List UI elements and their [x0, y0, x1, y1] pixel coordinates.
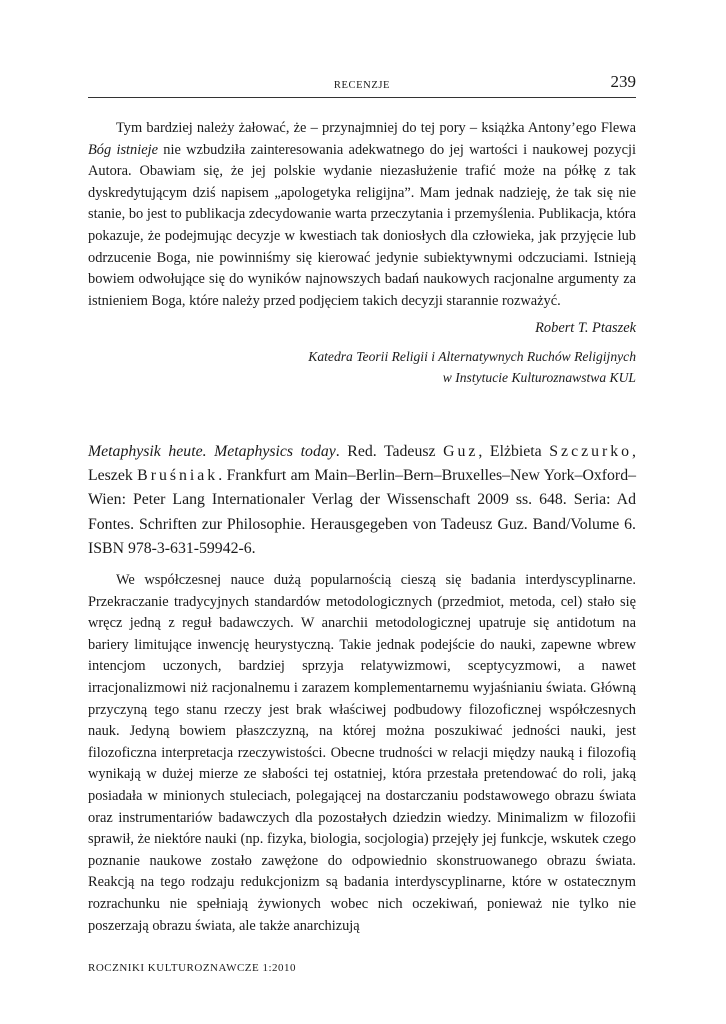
editor-2-prefix: , Elżbieta [478, 443, 550, 460]
editor-surname-2: Szczurko [549, 443, 633, 460]
running-title: RECENZJE [333, 80, 391, 91]
review-body-paragraph [88, 570, 636, 937]
reviewer-affiliation [308, 346, 636, 388]
editors-label: . Red. Tadeusz [335, 443, 444, 460]
publication-details: . Frankfurt am Main–Berlin–Bern–Bruxelles–New York–Oxford–Wien: Peter Lang Internationaler Verlag der Wissenschaft 2009 ss. 648. Seria: Ad Fontes. Schriften zur Philosophie. Herausgegeben von Tadeusz Guz. Band/Volume 6. ISBN 978-3-631-59942-6. [88, 467, 636, 557]
editor-surname-3: Bruśniak [137, 467, 219, 485]
review-closing-paragraph [88, 118, 636, 312]
editor-3-prefix: , Leszek [88, 443, 636, 485]
bibliographic-entry [88, 440, 636, 561]
affiliation-line-1: Katedra Teorii Religii i Alternatywnych Ruchów Religijnych [308, 349, 636, 364]
reviewer-name: Robert T. Ptaszek [535, 320, 636, 336]
editor-surname-1: Guz [443, 443, 479, 460]
journal-footer: ROCZNIKI KULTUROZNAWCZE 1:2010 [88, 962, 297, 974]
review-body-text: We współczesnej nauce dużą popularnością cieszą się badania interdyscyplinarne. Przekraczanie tradycyjnych standardów metodologicznych (przedmiot, metoda, cel) stało się wręcz jedną z reguł badawczych. W anarchii metodologicznej upatruje się antidotum na bariery limitujące inwencję heurystyczną. Takie jednak podejście do nauki, zapewne wbrew intencjom uczonych, bardziej sprzyja relatywizmowi, sceptycyzmowi, a nawet irracjonalizmowi niż racjonalnemu i zarazem komplementarnemu wyjaśnianiu świata. Główną przyczyną tego stanu rzeczy jest brak właściwej podbudowy filozoficznej współczesnych nauk. Jedyną bowiem płaszczyzną, na której można poszukiwać jedności nauki, jest filozoficzna interpretacja rzeczywistości. Obecne trudności w relacji między nauką i filozofią wynikają w dużej mierze ze słabości tej ostatniej, która przestała pretendować do roli, jaką posiadała w minionych stuleciach, polegającej na dostarczaniu podstawowego obrazu świata oraz instrumentariów badawczych dla pozostałych dziedzin wiedzy. Minimalizm w filozofii sprawił, że niektóre nauki (np. fizyka, biologia, socjologia) przejęły jej funkcje, wskutek czego poznanie naukowe zostało zawężone do odpowiednio skonstruowanego obrazu świata. Reakcją na tego rodzaju redukcjonizm są badania interdyscyplinarne, które w ostatecznym rozrachunku nie spełniają żywionych wobec nich oczekiwań, ponieważ nie tylko nie poszerzają obrazu świata, ale także anarchizują [88, 572, 636, 934]
reviewed-book-title: Metaphysik heute. Metaphysics today [88, 443, 336, 460]
page-header [88, 72, 636, 96]
affiliation-line-2: w Instytucie Kulturoznawstwa KUL [442, 370, 636, 385]
book-title-italic: Bóg istnieje [88, 141, 159, 158]
paragraph-text-part1: Tym bardziej należy żałować, że – przynajmniej do tej pory – książka Antony’ego Flewa [116, 120, 636, 136]
paragraph-text-part2: nie wzbudziła zainteresowania adekwatnego do jej wartości i naukowej pozycji Autora. Obawiam się, że jej polskie wydanie niezasłużenie trafić może na półkę z tak dyskredytującym dziś napisem „apologetyka religijna”. Mam jednak nadzieję, że tak się nie stanie, bo jest to publikacja zdecydowanie warta przeczytania i przemyślenia. Publikacja, która pokazuje, że podejmując decyzje w kwestiach tak doniosłych dla człowieka, jak przyjęcie lub odrzucenie Boga, nie powinniśmy się kierować jedynie subiektywnymi odczuciami. Istnieją bowiem odwołujące się do wyników najnowszych badań naukowych racjonalne argumenty za istnieniem Boga, które należy przed podjęciem takich decyzji starannie rozważyć. [88, 141, 636, 309]
page-number: 239 [610, 72, 636, 91]
header-rule [88, 97, 636, 98]
